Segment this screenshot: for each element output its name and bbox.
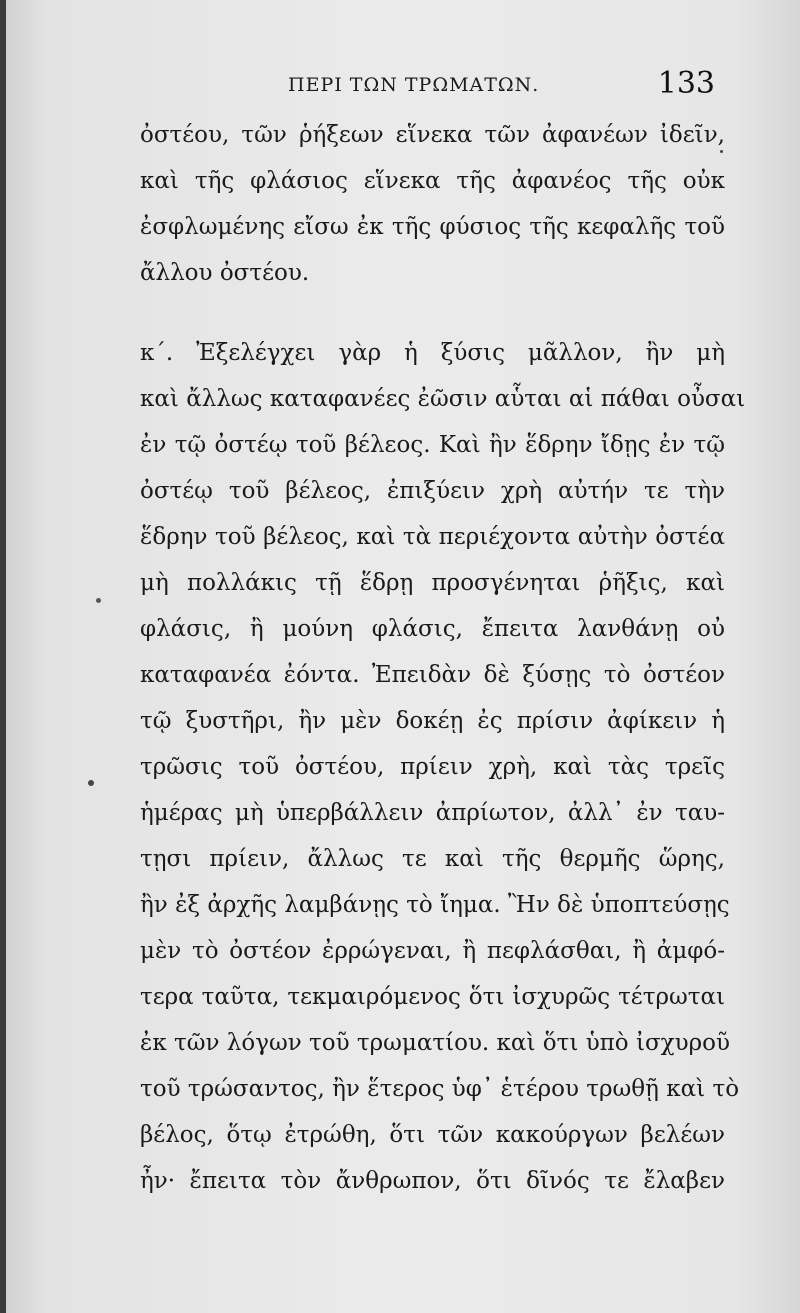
text-line: τῃσι πρίειν, ἄλλως τε καὶ τῆς θερμῆς ὥρης, (140, 846, 725, 872)
text-line: καταφανέα ἐόντα. Ἐπειδὰν δὲ ξύσῃς τὸ ὀστέον (140, 662, 725, 688)
page-header (140, 66, 715, 110)
paragraph-gap (140, 296, 725, 330)
page-number: 133 (657, 66, 715, 101)
text-line: ἕδρην τοῦ βέλεος, καὶ τὰ περιέχοντα αὐτὴν ὀστέα (140, 524, 725, 550)
running-head: ΠΕΡΙ ΤΩΝ ΤΡΩΜΑΤΩΝ. (288, 74, 540, 96)
text-line: τρῶσις τοῦ ὀστέου, πρίειν χρὴ, καὶ τὰς τρεῖς (140, 754, 725, 780)
text-line: ἦν· ἔπειτα τὸν ἄνθρωπον, ὅτι δῖνός τε ἔλαβεν (140, 1168, 725, 1194)
text-line: τοῦ τρώσαντος, ἢν ἕτερος ὑφ᾽ ἑτέρου τρωθῇ καὶ τὸ (140, 1076, 740, 1102)
text-line: ἄλλου ὀστέου. (140, 260, 310, 286)
text-line: ἢν ἐξ ἀρχῆς λαμβάνῃς τὸ ἴημα. Ἢν δὲ ὑποπτεύσῃς (140, 892, 730, 918)
margin-mark (96, 598, 101, 603)
text-line: ἐσφλωμένης εἴσω ἐκ τῆς φύσιος τῆς κεφαλῆς τοῦ (140, 214, 725, 240)
text-line: καὶ τῆς φλάσιος εἵνεκα τῆς ἀφανέος τῆς οὐκ (140, 168, 725, 194)
text-line: μὴ πολλάκις τῇ ἕδρῃ προσγένηται ῥῆξις, καὶ (140, 570, 725, 596)
paper-speck (88, 780, 94, 786)
paragraph-1 (140, 112, 725, 296)
body-text (140, 112, 746, 1204)
paragraph-2 (140, 330, 746, 1204)
text-line: μὲν τὸ ὀστέον ἐρρώγεναι, ἢ πεφλάσθαι, ἢ ἀμφό- (140, 938, 725, 964)
page-edge (0, 0, 6, 1313)
text-line: ἡμέρας μὴ ὑπερβάλλειν ἀπρίωτον, ἀλλ᾽ ἐν ταυ- (140, 800, 725, 826)
text-line: τῷ ξυστῆρι, ἢν μὲν δοκέῃ ἐς πρίσιν ἀφίκειν ἡ (140, 708, 725, 734)
text-line: βέλος, ὅτῳ ἐτρώθη, ὅτι τῶν κακούργων βελέων (140, 1122, 725, 1148)
text-line: κ΄. Ἐξελέγχει γὰρ ἡ ξύσις μᾶλλον, ἢν μὴ (140, 340, 725, 366)
text-line: φλάσις, ἢ μούνη φλάσις, ἔπειτα λανθάνῃ οὐ (140, 616, 725, 642)
text-line: καὶ ἄλλως καταφανέες ἐῶσιν αὗται αἱ πάθαι οὖσαι (140, 386, 746, 412)
text-line: ἐκ τῶν λόγων τοῦ τρωματίου. καὶ ὅτι ὑπὸ ἰσχυροῦ (140, 1030, 730, 1056)
text-line: ἐν τῷ ὀστέῳ τοῦ βέλεος. Καὶ ἢν ἕδρην ἴδῃς ἐν τῷ (140, 432, 725, 458)
text-line: ὀστέου, τῶν ῥήξεων εἵνεκα τῶν ἀφανέων ἰδεῖν, (140, 122, 725, 148)
text-line: ὀστέῳ τοῦ βέλεος, ἐπιξύειν χρὴ αὐτήν τε τὴν (140, 478, 725, 504)
paper-speck (720, 150, 723, 153)
text-line: τερα ταῦτα, τεκμαιρόμενος ὅτι ἰσχυρῶς τέτρωται (140, 984, 725, 1010)
